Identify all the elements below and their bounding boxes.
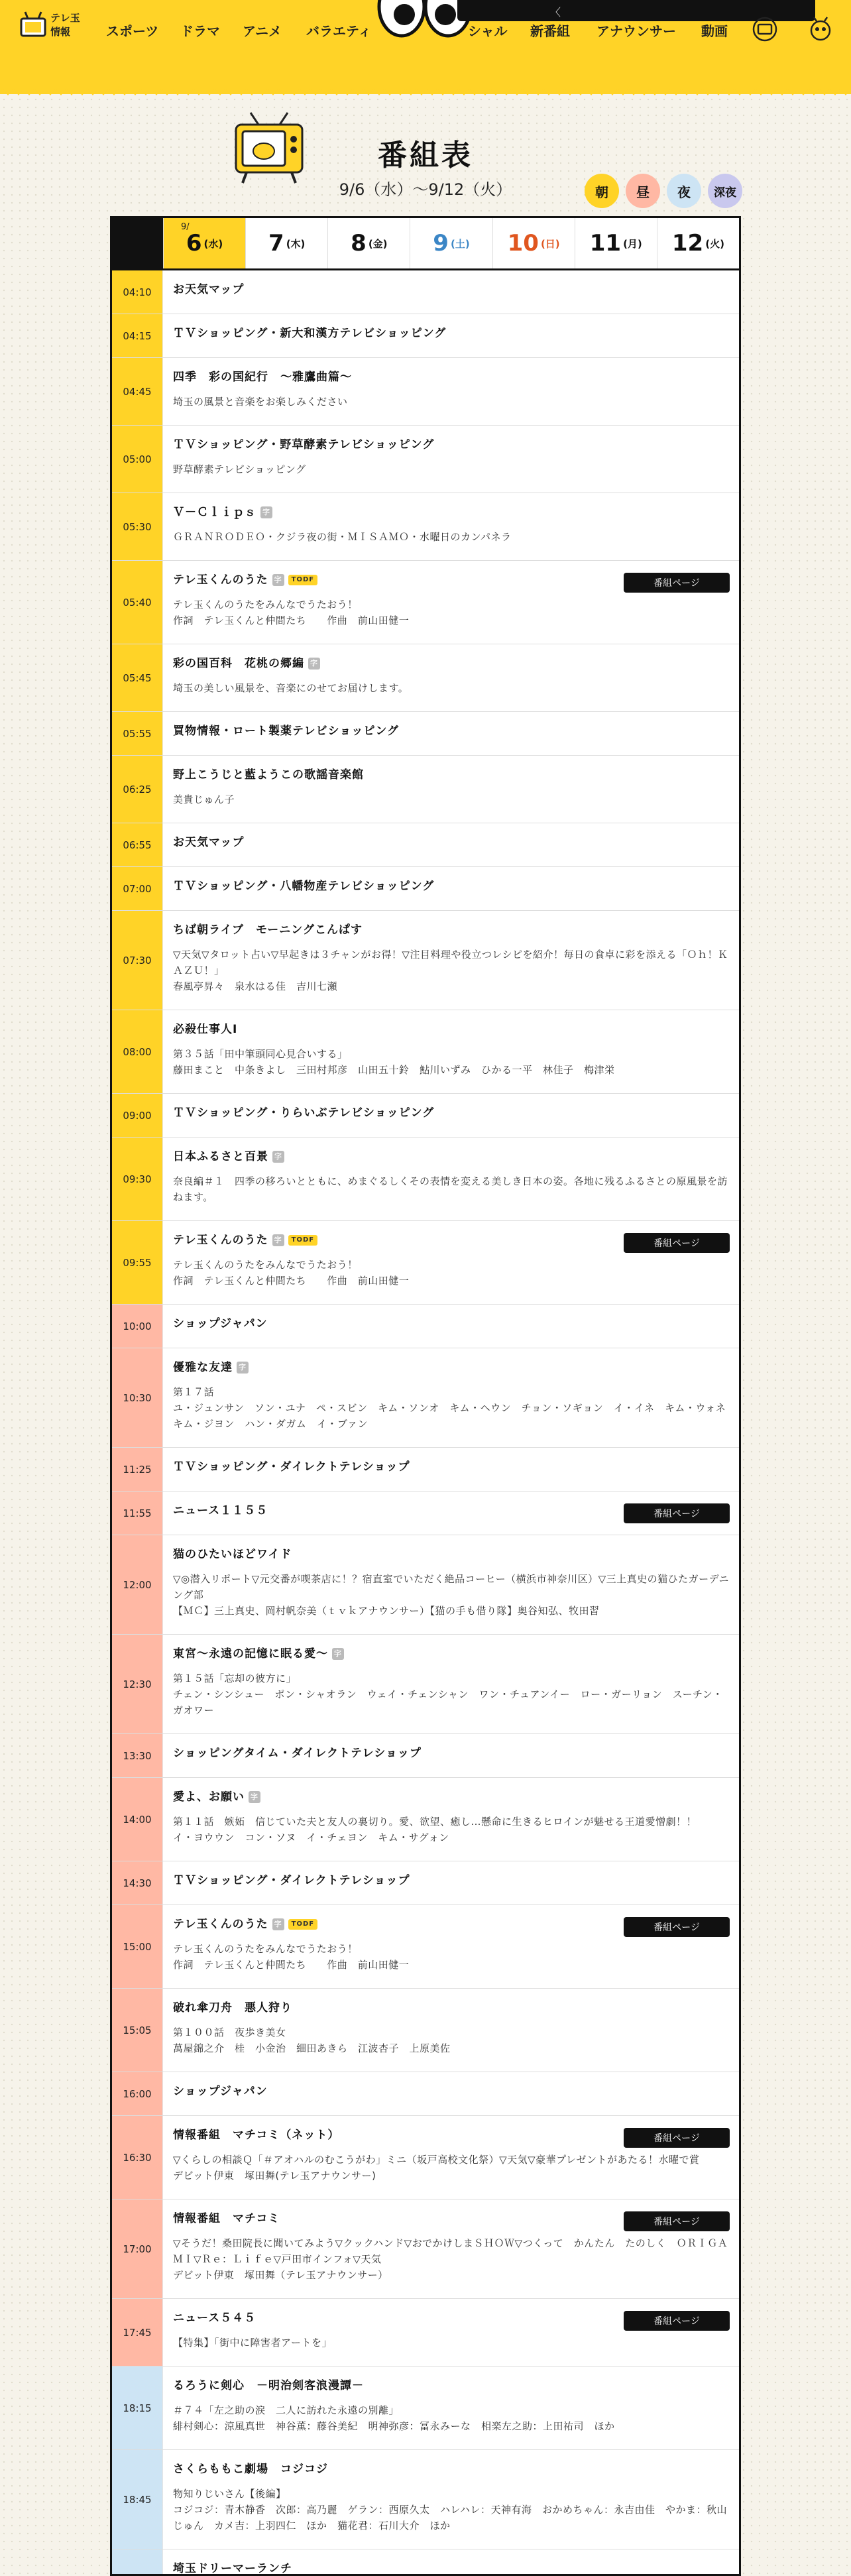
program-row[interactable] (112, 1448, 739, 1492)
program-title[interactable]: ショップジャパン (173, 1317, 268, 1330)
program-description: ＧＲＡＮＲＯＤＥＯ・クジラ夜の街・ＭＩＳＡＭＯ・水曜日のカンパネラ (173, 531, 512, 543)
program-title[interactable]: ＴＶショッピング・新大和漢方テレビショッピング (173, 327, 447, 340)
program-time: 18:45 (112, 2450, 163, 2549)
program-title[interactable]: ちば朝ライブ モーニングこんぱす (173, 923, 363, 937)
nav-video[interactable]: 動画 (701, 23, 728, 39)
program-title[interactable]: 優雅な友達 (173, 1361, 233, 1374)
tod-tag: TODF (288, 1235, 317, 1246)
program-title[interactable]: ＴＶショッピング・りらいぶテレビショッピング (173, 1106, 435, 1120)
program-title[interactable]: お天気マップ (173, 836, 245, 849)
program-description: ＃７４「左之助の涙 二人に訪れた永遠の別離」 (173, 2404, 400, 2416)
program-page-button[interactable]: 番組ページ (624, 2211, 730, 2231)
program-row[interactable] (112, 2367, 739, 2450)
day-tab-9[interactable] (410, 218, 492, 268)
program-time: 10:30 (112, 1348, 163, 1447)
program-page-button[interactable]: 番組ページ (624, 2311, 730, 2331)
program-row[interactable] (112, 867, 739, 911)
day-tab-weekday: (金) (368, 237, 388, 250)
program-time: 09:00 (112, 1094, 163, 1137)
tv-logo-icon (19, 9, 50, 41)
program-description: ▽くらしの相談Ｑ「＃アオハルのむこうがわ」ミニ（坂戸高校文化祭）▽天気▽豪華プレゼントがあたる！水曜で賞 (173, 2154, 700, 2166)
program-page-button[interactable]: 番組ページ (624, 1233, 730, 1253)
program-time: 16:30 (112, 2116, 163, 2199)
program-time: 06:25 (112, 756, 163, 823)
nav-anime[interactable]: アニメ (243, 23, 282, 39)
day-tab-6[interactable] (163, 218, 245, 268)
program-row[interactable] (112, 1778, 739, 1861)
program-time: 04:45 (112, 358, 163, 425)
program-description: 第１００話 夜歩き美女 (173, 2026, 286, 2038)
subtitle-badge: 字 (272, 1151, 284, 1163)
program-row[interactable] (112, 823, 739, 867)
program-description: 作詞 テレ玉くんと仲間たち 作曲 前山田健一 (173, 1959, 410, 1971)
program-row[interactable] (112, 2116, 739, 2199)
day-tab-weekday: (水) (203, 237, 223, 250)
timezone-day-button[interactable]: 昼 (626, 174, 660, 208)
program-time: 04:10 (112, 270, 163, 314)
program-row[interactable] (112, 1989, 739, 2072)
program-description: デビット伊東 塚田舞(テレ玉アナウンサー) (173, 2170, 376, 2182)
program-row[interactable] (112, 1905, 739, 1989)
program-description: チェン・シンシュー ポン・シャオラン ウェイ・チェンシャン ワン・チュアンイー ロー・ガーリョン スーチン・ガオワー (173, 1688, 723, 1716)
program-time: 13:30 (112, 1734, 163, 1777)
program-time: 05:55 (112, 712, 163, 755)
program-row[interactable] (112, 314, 739, 358)
program-time: 16:00 (112, 2072, 163, 2115)
subtitle-badge: 字 (249, 1791, 260, 1803)
nav-variety[interactable]: バラエティ (306, 23, 372, 39)
program-description: テレ玉くんのうたをみんなでうたおう！ (173, 599, 358, 611)
program-time: 17:45 (112, 2299, 163, 2366)
program-time: 11:25 (112, 1448, 163, 1491)
program-title[interactable]: お天気マップ (173, 283, 245, 296)
program-description: 第３５話「田中筆頭同心見合いする」 (173, 1048, 348, 1060)
program-title[interactable]: 必殺仕事人Ⅰ (173, 1023, 238, 1036)
program-time: 12:00 (112, 1535, 163, 1634)
day-tab-12[interactable] (657, 218, 739, 268)
program-row[interactable] (112, 270, 739, 314)
program-row[interactable] (112, 1138, 739, 1221)
timezone-night-button[interactable]: 夜 (667, 174, 701, 208)
program-title[interactable]: テレ玉くんのうた (173, 1234, 268, 1247)
program-time: 18:15 (112, 2367, 163, 2449)
program-time: 09:30 (112, 1138, 163, 1220)
program-title[interactable]: 彩の国百科 花桃の郷編 (173, 657, 304, 670)
program-title[interactable]: ショッピングタイム・ダイレクトテレショップ (173, 1747, 422, 1760)
program-description: 春風亭昇々 泉水はる佳 吉川七瀬 (173, 980, 338, 992)
program-row[interactable] (112, 2199, 739, 2299)
day-selector (112, 218, 739, 270)
program-description: 野草酵素テレビショッピング (173, 463, 306, 475)
program-time: 05:45 (112, 644, 163, 711)
program-row[interactable] (112, 561, 739, 644)
day-tab-weekday: (日) (540, 237, 560, 250)
program-time: 05:00 (112, 426, 163, 493)
program-description: 第１７話 (173, 1386, 215, 1398)
program-title[interactable]: ＴＶショッピング・ダイレクトテレショップ (173, 1874, 410, 1887)
program-time: 12:30 (112, 1635, 163, 1733)
program-description: コジコジ：青木静香 次郎：高乃麗 ゲラン：西原久太 ハレハレ：天神有海 おかめちゃん：永吉由佳 やかま：秋山じゅん カメ吉：上羽四仁 ほか 猫花君：石川大介 ほか (173, 2504, 727, 2532)
program-description: 作詞 テレ玉くんと仲間たち 作曲 前山田健一 (173, 615, 410, 626)
program-title[interactable]: 情報番組 マチコミ（ネット） (173, 2129, 340, 2142)
day-tab-number: 6 (186, 230, 202, 257)
program-description: 埼玉の美しい風景を、音楽にのせてお届けします。 (173, 682, 409, 694)
program-time: 08:00 (112, 1010, 163, 1093)
program-time: 05:40 (112, 561, 163, 644)
program-time: 15:05 (112, 1989, 163, 2072)
program-row[interactable] (112, 2072, 739, 2116)
nav-new-programs[interactable]: 新番組 (530, 23, 570, 39)
program-time: 10:00 (112, 1305, 163, 1348)
program-time: 04:15 (112, 314, 163, 357)
program-title[interactable]: 情報番組 マチコミ (173, 2212, 280, 2225)
header-zigzag-edge (0, 85, 851, 99)
tod-tag: TODF (288, 1919, 317, 1930)
logo-text: テレ玉 情報 (50, 12, 80, 38)
program-page-button[interactable]: 番組ページ (624, 1917, 730, 1937)
program-row[interactable] (112, 1734, 739, 1778)
program-row[interactable] (112, 1010, 739, 1094)
program-time (112, 2549, 163, 2576)
page-title: 番組表 (378, 139, 473, 172)
program-description: デビット伊東 塚田舞（テレ玉アナウンサー） (173, 2269, 388, 2281)
program-title[interactable]: さくらももこ劇場 コジコジ (173, 2463, 328, 2476)
program-row[interactable] (112, 1348, 739, 1448)
program-title[interactable]: 破れ傘刀舟 悪人狩り (173, 2001, 292, 2015)
program-description: 萬屋錦之介 桂 小金治 細田あきら 江波杏子 上原美佐 (173, 2042, 451, 2054)
program-page-button[interactable]: 番組ページ (624, 573, 730, 593)
program-title[interactable]: ＴＶショッピング・ダイレクトテレショップ (173, 1460, 410, 1474)
program-time: 15:00 (112, 1905, 163, 1988)
program-row[interactable] (112, 911, 739, 1010)
program-description: 第１１話 嫉妬 信じていた夫と友人の裏切り。愛、欲望、癒し…懸命に生きるヒロインが魅せる王道愛憎劇！！ (173, 1816, 697, 1828)
day-tab-number: 7 (268, 230, 284, 257)
day-tab-month: 9/ (181, 222, 190, 232)
day-tab-weekday: (木) (286, 237, 306, 250)
program-row[interactable] (112, 1094, 739, 1138)
program-page-button[interactable]: 番組ページ (624, 1503, 730, 1523)
day-tab-weekday: (月) (623, 237, 642, 250)
program-title[interactable]: ショップジャパン (173, 2085, 268, 2098)
program-time: 17:00 (112, 2199, 163, 2298)
program-row[interactable] (112, 1861, 739, 1905)
program-row[interactable] (112, 426, 739, 493)
program-row[interactable] (112, 358, 739, 426)
nav-drama[interactable]: ドラマ (180, 23, 220, 39)
program-description: 【特集】「街中に障害者アートを」 (173, 2337, 333, 2349)
program-time: 06:55 (112, 823, 163, 866)
program-description: 第１５話「忘却の彼方に」 (173, 1672, 297, 1684)
day-tab-weekday: (土) (450, 237, 470, 250)
program-title[interactable]: テレ玉くんのうた (173, 573, 268, 587)
program-description: ▽そうだ！桑田院長に聞いてみよう▽クックハンド▽おでかけしまＳＨＯＷ▽つくって かんたん たのしく ＯＲＩＧＡＭＩ▽Ｒｅ：Ｌｉｆｅ▽戸田市インフォ▽天気 (173, 2237, 728, 2265)
program-description: 【ＭＣ】三上真史、岡村帆奈美（ｔｖｋアナウンサー）【猫の手も借り隊】奥谷知弘、牧田習 (173, 1605, 600, 1617)
program-title[interactable]: 猫のひたいほどワイド (173, 1548, 292, 1561)
day-selector-corner (112, 218, 163, 268)
program-row[interactable] (112, 493, 739, 561)
program-title[interactable]: ニュース５４５ (173, 2312, 256, 2325)
subtitle-badge: 字 (332, 1648, 344, 1660)
tv-schedule-icon[interactable] (752, 16, 778, 42)
subtitle-badge: 字 (272, 1918, 284, 1930)
tod-tag: TODF (288, 575, 317, 585)
program-page-button[interactable]: 番組ページ (624, 2128, 730, 2148)
day-tab-number: 9 (433, 230, 449, 257)
program-description: 藤田まこと 中条きよし 三田村邦彦 山田五十鈴 鮎川いずみ ひかる一平 林佳子 梅津栄 (173, 1064, 615, 1076)
subtitle-badge: 字 (237, 1362, 249, 1374)
nav-sports[interactable]: スポーツ (106, 23, 159, 39)
program-description: テレ玉くんのうたをみんなでうたおう！ (173, 1943, 358, 1955)
carousel-prev-button[interactable]: 〈 (550, 6, 561, 19)
date-range: 9/6（水）〜9/12（火） (339, 180, 512, 199)
program-description: 埼玉の風景と音楽をお楽しみください (173, 396, 348, 408)
program-title[interactable]: 買物情報・ロート製薬テレビショッピング (173, 725, 399, 738)
day-tab-number: 10 (507, 230, 539, 257)
program-description: テレ玉くんのうたをみんなでうたおう！ (173, 1259, 358, 1271)
site-logo[interactable] (19, 9, 91, 41)
program-title[interactable]: ニュース１１５５ (173, 1504, 268, 1517)
site-header (0, 0, 851, 94)
program-row[interactable] (112, 756, 739, 823)
program-description: イ・ヨウウン コン・ソヌ イ・チェヨン キム・サグォン (173, 1832, 449, 1844)
program-row[interactable] (112, 2549, 739, 2576)
program-description: 物知りじいさん【後編】 (173, 2488, 286, 2500)
program-row[interactable] (112, 1305, 739, 1348)
program-time: 14:30 (112, 1861, 163, 1904)
program-row[interactable] (112, 1535, 739, 1635)
program-time: 05:30 (112, 493, 163, 560)
day-tab-10[interactable] (492, 218, 575, 268)
program-time: 07:00 (112, 867, 163, 910)
day-tab-number: 8 (351, 230, 367, 257)
timezone-morning-button[interactable]: 朝 (585, 174, 619, 208)
subtitle-badge: 字 (272, 574, 284, 586)
program-title[interactable]: ＴＶショッピング・野草酵素テレビショッピング (173, 438, 435, 451)
program-title[interactable]: 埼玉ドリーマーランチ (173, 2562, 292, 2575)
program-time: 09:55 (112, 1221, 163, 1304)
program-description: 美貴じゅん子 (173, 793, 235, 805)
program-row[interactable] (112, 2450, 739, 2549)
program-title[interactable]: 日本ふるさと百景 (173, 1150, 268, 1163)
program-description: ▽◎潜入リポート▽元交番が喫茶店に！？宿直室でいただく絶品コーヒー（横浜市神奈川区）▽三上真史の猫ひたガーデニング部 (173, 1573, 730, 1601)
program-description: ユ・ジュンサン ソン・ユナ ペ・スビン キム・ソンオ キム・ヘウン チョン・ソギョン イ・イネ キム・ウォネ キム・ジヨン ハン・ダガム イ・ブァン (173, 1402, 736, 1430)
program-title[interactable]: ＴＶショッピング・八幡物産テレビショッピング (173, 880, 435, 893)
subtitle-badge: 字 (260, 506, 272, 518)
program-title[interactable]: 四季 彩の国紀行 ～雅鷹曲篇～ (173, 371, 352, 384)
program-row[interactable] (112, 712, 739, 756)
program-time: 07:30 (112, 911, 163, 1010)
nav-announcer[interactable]: アナウンサー (596, 23, 676, 39)
day-tab-weekday: (火) (705, 237, 724, 250)
day-tab-number: 11 (589, 230, 622, 257)
program-description: 奈良編＃１ 四季の移ろいとともに、めまぐるしくその表情を変える美しき日本の姿。各地に残るふるさとの原風景を訪ねます。 (173, 1175, 728, 1203)
program-title[interactable]: 東宮～永遠の記憶に眠る愛～ (173, 1647, 328, 1661)
program-row[interactable] (112, 2299, 739, 2367)
day-tab-7[interactable] (245, 218, 327, 268)
program-title[interactable]: Ｖ－Ｃｌｉｐｓ (173, 506, 256, 519)
day-tab-number: 12 (671, 230, 704, 257)
program-title[interactable]: 愛よ、お願い (173, 1790, 245, 1804)
program-description: ▽天気▽タロット占い▽早起きは３チャンがお得！▽注目料理や役立つレシピを紹介！毎日の食卓に彩を添える「Ｏｈ！ＫＡＺＵ！」 (173, 949, 728, 976)
program-title[interactable]: テレ玉くんのうた (173, 1918, 268, 1931)
day-tab-11[interactable] (575, 218, 657, 268)
program-time: 14:00 (112, 1778, 163, 1861)
program-row[interactable] (112, 1221, 739, 1305)
program-row[interactable] (112, 644, 739, 712)
program-time: 11:55 (112, 1492, 163, 1535)
mascot-menu-icon[interactable] (807, 16, 834, 42)
program-title[interactable]: るろうに剣心 －明治剣客浪漫譚－ (173, 2379, 364, 2392)
schedule-table (110, 216, 741, 2576)
program-title[interactable]: 野上こうじと藍ようこの歌謡音楽館 (173, 768, 364, 782)
program-row[interactable] (112, 1635, 739, 1734)
nav-special[interactable]: シャル (468, 23, 508, 39)
program-description: 作詞 テレ玉くんと仲間たち 作曲 前山田健一 (173, 1275, 410, 1287)
subtitle-badge: 字 (308, 658, 320, 670)
timezone-latenight-button[interactable]: 深夜 (708, 174, 742, 208)
program-row[interactable] (112, 1492, 739, 1535)
subtitle-badge: 字 (272, 1234, 284, 1246)
day-tab-8[interactable] (327, 218, 410, 268)
program-description: 緋村剣心：涼風真世 神谷薫：藤谷美紀 明神弥彦：冨永みーな 相楽左之助：上田祐司 ほか (173, 2420, 615, 2432)
